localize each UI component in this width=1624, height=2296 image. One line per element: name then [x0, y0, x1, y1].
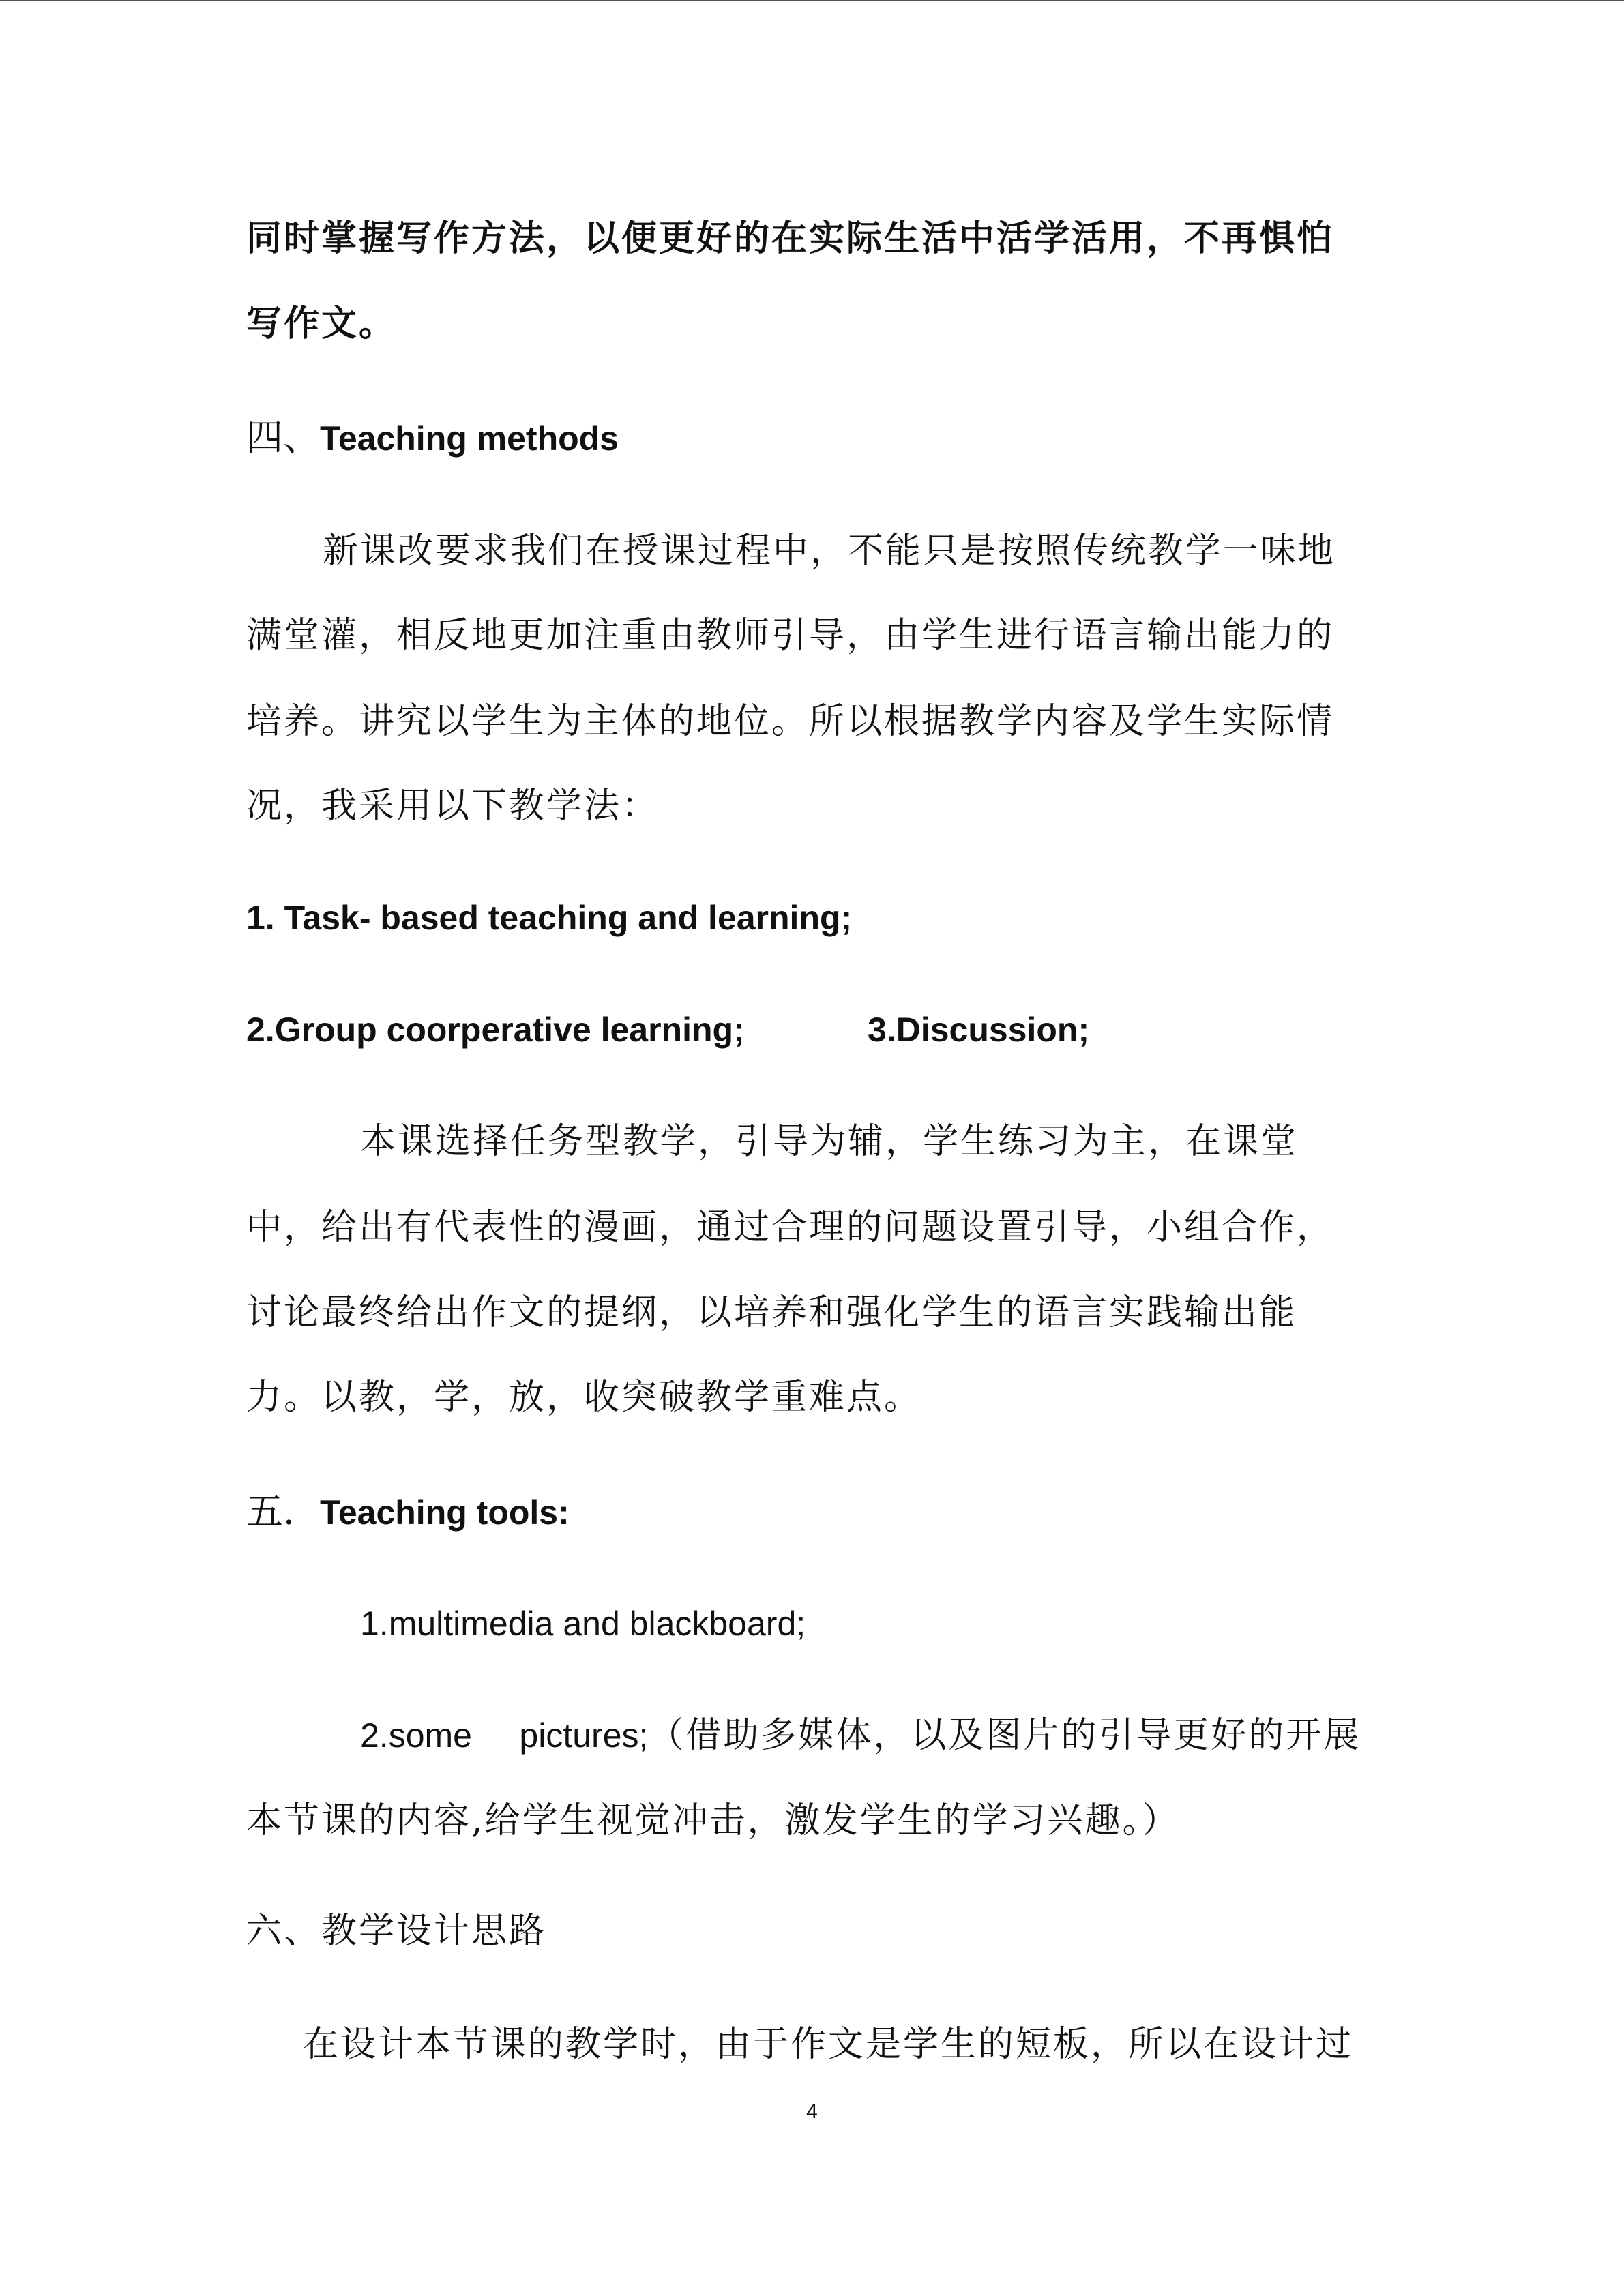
- method-item-3: 3.Discussion;: [868, 1011, 1090, 1049]
- paragraph-line: 讨论最终给出作文的提纲，以培养和强化学生的语言实践输出能: [246, 1292, 1297, 1333]
- tool-item-2-cn: （借助多媒体，以及图片的引导更好的开展: [648, 1715, 1361, 1756]
- section-heading-design: 六、教学设计思路: [246, 1911, 547, 1952]
- paragraph-line: 培养。讲究以学生为主体的地位。所以根据教学内容及学生实际情: [246, 701, 1335, 742]
- tool-item-2-en: 2.some pictures;: [360, 1716, 649, 1755]
- method-item-2: 2.Group coorperative learning;: [246, 1011, 745, 1049]
- section-number: 五．: [246, 1490, 320, 1533]
- paragraph-line: 力。以教，学，放，收突破教学重难点。: [246, 1377, 922, 1418]
- section-title: Teaching methods: [320, 419, 619, 458]
- section-heading-teaching-methods: [246, 416, 619, 460]
- page-number: 4: [806, 2100, 818, 2123]
- paragraph-line: 中，给出有代表性的漫画，通过合理的问题设置引导，小组合作，: [246, 1207, 1335, 1248]
- paragraph-line: 新课改要求我们在授课过程中，不能只是按照传统教学一味地: [323, 531, 1336, 571]
- section-heading-teaching-tools: [246, 1490, 570, 1534]
- paragraph-line: 本课选择任务型教学，引导为辅，学生练习为主，在课堂: [360, 1121, 1299, 1162]
- tool-item-2: [360, 1714, 1361, 1757]
- section-title: Teaching tools:: [320, 1493, 570, 1532]
- body-line: 写作文。: [246, 303, 397, 344]
- paragraph-line: 满堂灌，相反地更加注重由教师引导，由学生进行语言输出能力的: [246, 615, 1335, 656]
- tool-item-1: 1.multimedia and blackboard;: [360, 1605, 806, 1643]
- top-border: [0, 0, 1624, 1]
- paragraph-line: 本节课的内容,给学生视觉冲击，激发学生的学习兴趣。）: [246, 1800, 1180, 1841]
- body-line: 同时掌握写作方法，以便更好的在实际生活中活学活用，不再惧怕: [246, 218, 1335, 259]
- section-number: 四、: [246, 416, 320, 459]
- paragraph-line: 况，我采用以下教学法：: [246, 786, 660, 826]
- method-item-1: 1. Task- based teaching and learning;: [246, 899, 853, 937]
- paragraph-line: 在设计本节课的教学时，由于作文是学生的短板，所以在设计过: [303, 2024, 1354, 2065]
